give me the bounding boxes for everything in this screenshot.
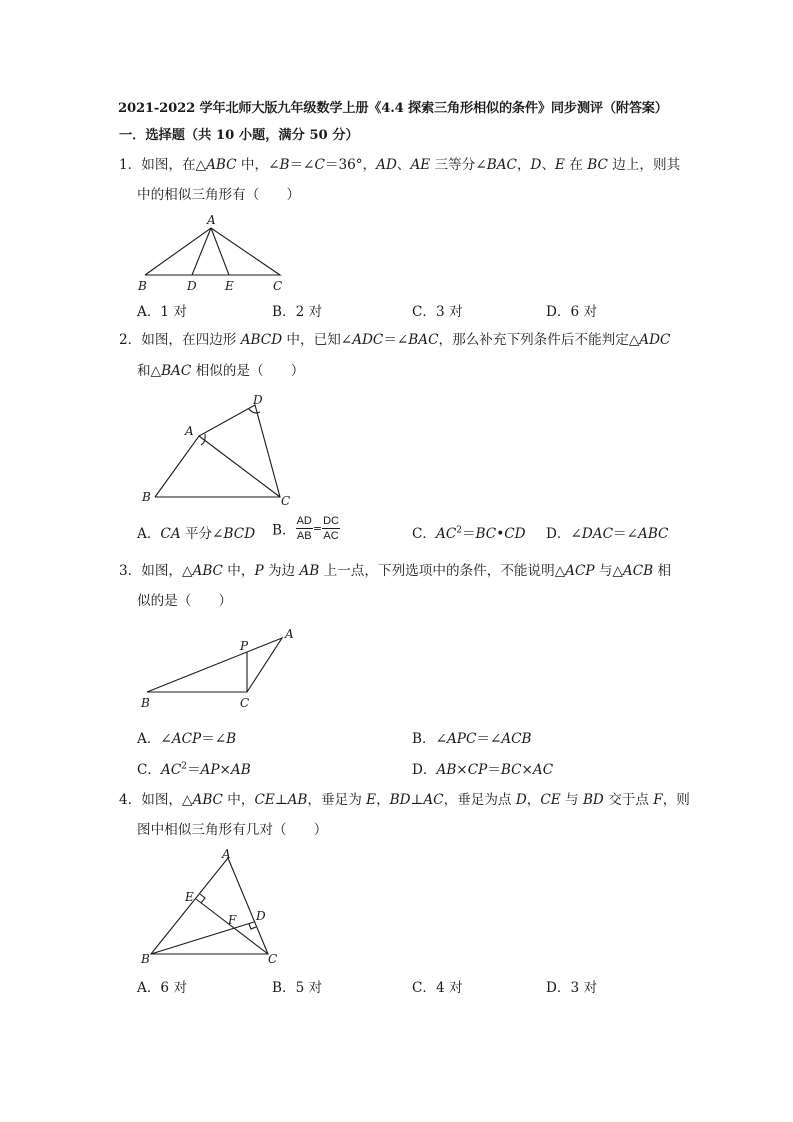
diagonal-ac — [199, 436, 280, 497]
label-c: C — [268, 952, 278, 966]
question-2-line-1: 2．如图，在四边形 ABCD 中，已知∠ADC＝∠BAC，那么补充下列条件后不能判定△ADC — [119, 332, 671, 348]
q4-option-b[interactable]: B．5 对 — [272, 980, 323, 996]
q2-option-b[interactable]: B． $\frac{AD}{AB}$ = $\frac{DC}{AC}$ — [272, 515, 339, 542]
q4-option-d[interactable]: D．3 对 — [546, 980, 598, 996]
question-1-line-2: 中的相似三角形有（ ） — [137, 187, 301, 203]
label-b: B — [138, 279, 147, 293]
label-c: C — [273, 279, 283, 293]
label-a: A — [222, 847, 231, 861]
q4-option-a[interactable]: A．6 对 — [137, 980, 187, 996]
question-1-line-1: 1．如图，在△ABC 中，∠B＝∠C＝36°，AD、AE 三等分∠BAC，D、E 在 BC 边上，则其 — [119, 157, 681, 173]
label-d: D — [253, 393, 263, 407]
right-angle-d — [249, 924, 256, 929]
label-d: D — [187, 279, 197, 293]
q3-option-c[interactable]: C．$AC^2=AP\times AB$ — [137, 761, 251, 778]
section-heading: 一．选择题（共 10 小题，满分 50 分） — [119, 128, 359, 143]
label-b: B — [142, 490, 151, 504]
label-a: A — [185, 424, 194, 438]
q1-option-b[interactable]: B．2 对 — [272, 304, 323, 320]
question-3-line-2: 似的是（ ） — [137, 593, 233, 609]
q2-option-d[interactable]: D．∠DAC＝∠ABC — [546, 526, 669, 542]
segment-bd — [151, 922, 254, 954]
right-angle-e — [200, 894, 205, 903]
q1-option-a[interactable]: A．1 对 — [137, 304, 187, 320]
q3-option-d[interactable]: D．AB×CP＝BC×AC — [412, 762, 554, 778]
label-b: B — [141, 696, 150, 710]
question-4-figure — [135, 846, 285, 971]
question-2-line-2: 和△BAC 相似的是（ ） — [137, 363, 305, 379]
triangle-abc — [151, 858, 268, 954]
q3-option-a[interactable]: A．∠ACP＝∠B — [137, 731, 237, 747]
q1-option-c[interactable]: C．3 对 — [412, 304, 463, 320]
label-a: A — [207, 213, 216, 227]
label-f: F — [228, 913, 237, 927]
question-1-figure — [130, 210, 300, 295]
document-title: 2021-2022 学年北师大版九年级数学上册《4.4 探索三角形相似的条件》同步测评（附答案） — [118, 101, 668, 116]
label-e: E — [185, 890, 194, 904]
q2-option-a[interactable]: A．CA 平分∠BCD — [137, 526, 256, 542]
label-e: E — [225, 279, 234, 293]
segment-ae — [211, 228, 229, 275]
q2-option-c[interactable]: C．$AC^2=BC•CD$ — [412, 525, 526, 542]
label-p: P — [240, 639, 249, 653]
angle-mark-d — [249, 409, 260, 413]
triangle-abc — [147, 638, 282, 692]
q4-option-c[interactable]: C．4 对 — [412, 980, 463, 996]
triangle-abc — [145, 228, 280, 275]
label-c: C — [281, 494, 291, 508]
label-c: C — [240, 696, 250, 710]
question-2-figure — [135, 388, 310, 513]
q3-option-b[interactable]: B．∠APC＝∠ACB — [412, 731, 532, 747]
label-b: B — [141, 952, 150, 966]
q1-option-d[interactable]: D．6 对 — [546, 304, 598, 320]
question-4-line-1: 4．如图，△ABC 中，CE⊥AB，垂足为 E，BD⊥AC，垂足为点 D，CE 与 BD 交于点 F，则 — [119, 792, 690, 808]
label-d: D — [256, 909, 266, 923]
question-4-line-2: 图中相似三角形有几对（ ） — [137, 822, 328, 838]
label-a: A — [285, 627, 294, 641]
question-3-figure — [135, 622, 310, 714]
question-3-line-1: 3．如图，△ABC 中，P 为边 AB 上一点，下列选项中的条件，不能说明△ACP 与△ACB 相 — [119, 563, 672, 579]
